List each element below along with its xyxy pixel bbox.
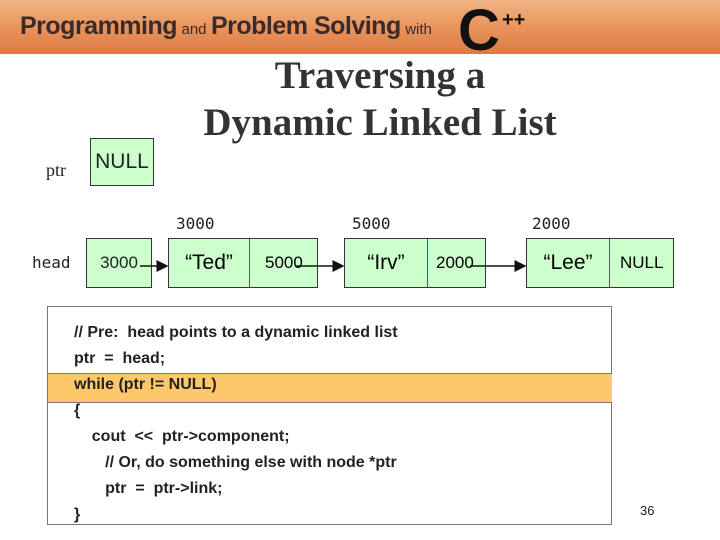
page-number: 36 [640,503,655,518]
node-2-component: “Irv” [367,251,405,274]
code-line-7: ptr = ptr->link; [74,480,223,497]
title-line-2: Dynamic Linked List [203,101,557,144]
node-2-address: 5000 [352,214,391,233]
svg-text:++: ++ [502,9,526,31]
code-line-5: cout << ptr->component; [74,428,290,445]
head-value: 3000 [100,253,138,272]
ptr-label: ptr [46,160,66,180]
node-1-link: 5000 [265,253,303,272]
head-label: head [32,253,71,272]
banner-word-and: and [181,21,207,38]
title-line-1: Traversing a [274,54,486,97]
banner-word-problem-solving: Problem Solving [210,12,401,40]
svg-text:C: C [458,2,500,54]
node-1-address: 3000 [176,214,215,233]
code-line-1: // Pre: head points to a dynamic linked list [74,324,398,341]
code-line-4: { [74,402,81,419]
node-2-link: 2000 [436,253,474,272]
node-3-link: NULL [620,253,664,272]
ptr-value: NULL [95,150,149,173]
code-line-6: // Or, do something else with node *ptr [74,454,397,471]
code-line-3: while (ptr != NULL) [74,376,217,393]
banner-word-with: with [405,21,432,38]
node-3-address: 2000 [532,214,571,233]
code-line-8: } [74,506,81,523]
banner-word-programming: Programming [20,12,178,40]
code-line-2: ptr = head; [74,350,166,367]
node-1-component: “Ted” [185,251,233,274]
node-3-component: “Lee” [543,251,593,274]
